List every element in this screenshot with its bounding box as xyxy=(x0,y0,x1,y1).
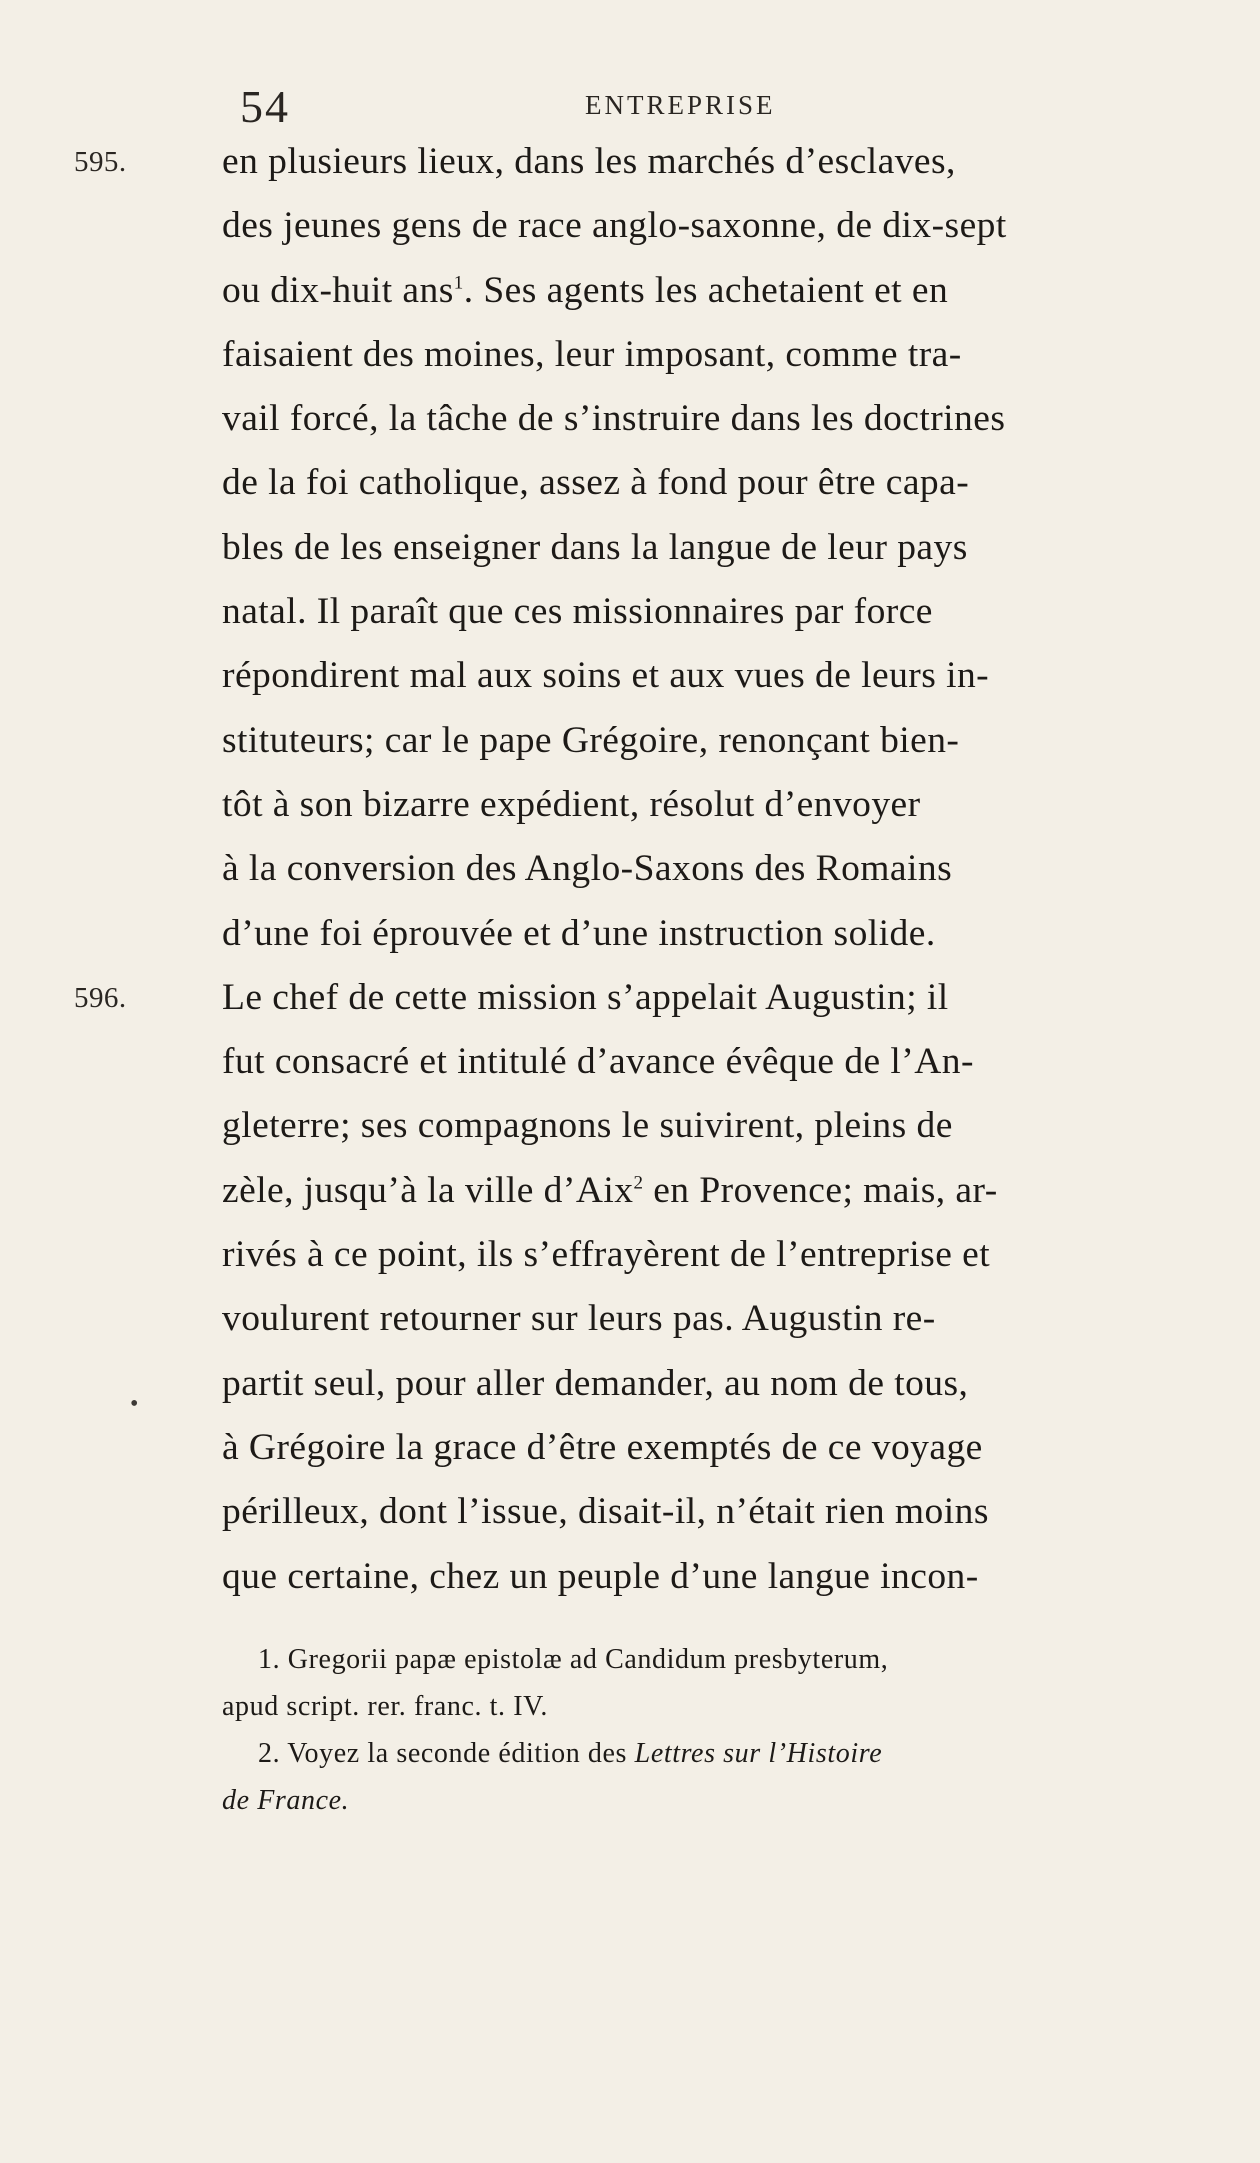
line-text: que certaine, chez un peuple d’une langue incon- xyxy=(222,1555,979,1597)
line-text: répondirent mal aux soins et aux vues de leurs in- xyxy=(222,655,990,697)
text-line xyxy=(222,773,1182,837)
text-line xyxy=(222,1030,1182,1094)
line-text: des jeunes gens de race anglo-saxonne, de dix-sept xyxy=(222,205,1007,247)
running-title: ENTREPRISE xyxy=(585,90,776,120)
text-line xyxy=(222,1545,1182,1609)
line-text: stituteurs; car le pape Grégoire, renonçant bien- xyxy=(222,719,960,761)
line-text: fut consacré et intitulé d’avance évêque de l’An- xyxy=(222,1041,974,1083)
footnote-2-line-2: de France. xyxy=(222,1785,350,1816)
footnote-2-line-1: 2. Voyez la seconde édition des Lettres sur l’Histoire xyxy=(258,1738,883,1769)
text-line xyxy=(222,259,1182,323)
text-line xyxy=(222,837,1182,901)
footnote-ref: 1 xyxy=(453,272,464,294)
line-text: à la conversion des Anglo-Saxons des Romains xyxy=(222,848,953,890)
text-line xyxy=(222,387,1182,451)
page-number: 54 xyxy=(240,81,290,132)
text-line xyxy=(222,516,1182,580)
text-line xyxy=(222,902,1182,966)
line-text: zèle, jusqu’à la ville d’Aix$^2$ en Provence; mais, ar- xyxy=(222,1169,998,1211)
text-line xyxy=(222,580,1182,644)
line-text: à Grégoire la grace d’être exemptés de ce voyage xyxy=(222,1426,983,1468)
text-line xyxy=(222,1352,1182,1416)
text-line xyxy=(222,644,1182,708)
line-text: vail forcé, la tâche de s’instruire dans les doctrines xyxy=(222,398,1006,440)
line-text: faisaient des moines, leur imposant, comme tra- xyxy=(222,333,962,375)
line-text: Le chef de cette mission s’appelait Augustin; il xyxy=(222,976,949,1018)
footnote-1-line-2: apud script. rer. franc. t. IV. xyxy=(222,1691,548,1722)
text-line xyxy=(74,130,1182,194)
line-text: voulurent retourner sur leurs pas. Augustin re- xyxy=(222,1298,936,1340)
line-text: tôt à son bizarre expédient, résolut d’envoyer xyxy=(222,783,921,825)
line-text: ou dix-huit ans$^1$. Ses agents les achetaient et en xyxy=(222,269,949,311)
text-line xyxy=(74,966,1182,1030)
margin-year: 595. xyxy=(74,146,127,178)
line-text: périlleux, dont l’issue, disait-il, n’était rien moins xyxy=(222,1491,989,1533)
line-text: de la foi catholique, assez à fond pour être capa- xyxy=(222,462,970,504)
line-text: natal. Il paraît que ces missionnaires par force xyxy=(222,591,933,633)
footnotes xyxy=(222,1636,1182,1824)
line-text: d’une foi éprouvée et d’une instruction solide. xyxy=(222,912,936,954)
margin-year: 596. xyxy=(74,981,127,1014)
text-line xyxy=(222,1223,1182,1287)
text-line xyxy=(222,709,1182,773)
text-line xyxy=(222,194,1182,258)
line-text: partit seul, pour aller demander, au nom de tous, xyxy=(222,1362,969,1404)
footnote-ref: 2 xyxy=(633,1172,644,1194)
text-line xyxy=(222,451,1182,515)
text-line xyxy=(222,1480,1182,1544)
text-line xyxy=(222,323,1182,387)
text-line xyxy=(222,1416,1182,1480)
line-text: gleterre; ses compagnons le suivirent, pleins de xyxy=(222,1105,953,1147)
main-text xyxy=(74,130,1182,1609)
text-line xyxy=(222,1159,1182,1223)
line-text: bles de les enseigner dans la langue de leur pays xyxy=(222,526,968,568)
margin-mark: • xyxy=(130,1391,139,1417)
text-line xyxy=(222,1094,1182,1158)
line-text: rivés à ce point, ils s’effrayèrent de l’entreprise et xyxy=(222,1234,991,1276)
line-text: en plusieurs lieux, dans les marchés d’esclaves, xyxy=(222,141,956,182)
text-line xyxy=(222,1287,1182,1351)
footnote-1-line-1: 1. Gregorii papæ epistolæ ad Candidum presbyterum, xyxy=(258,1644,889,1675)
